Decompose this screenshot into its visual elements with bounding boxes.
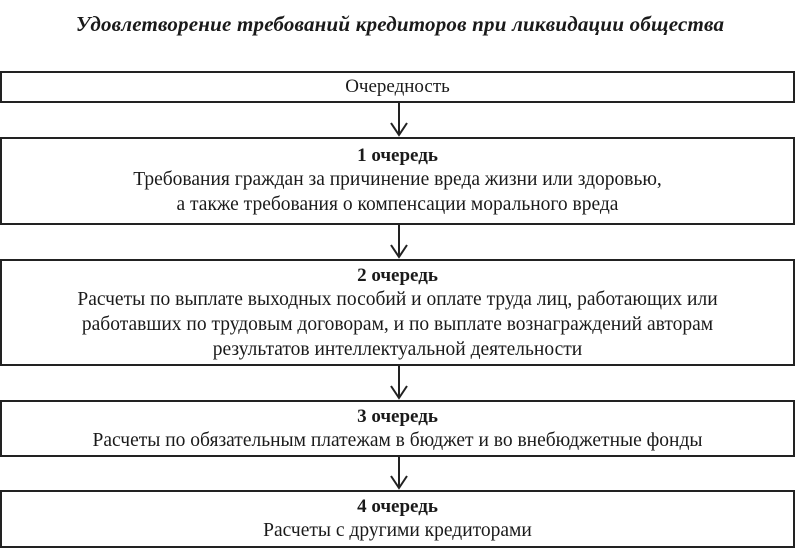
stage-3-box <box>0 400 795 457</box>
stage-2-line-1: Расчеты по выплате выходных пособий и оплате труда лиц, работающих или <box>77 289 718 310</box>
arrow-down-icon <box>386 366 412 400</box>
diagram-title: Удовлетворение требований кредиторов при ликвидации общества <box>75 12 725 36</box>
stage-3-line-1: Расчеты по обязательным платежам в бюджет и во внебюджетные фонды <box>92 430 703 451</box>
stage-4-heading: 4 очередь <box>357 496 438 517</box>
stage-4-line-1: Расчеты с другими кредиторами <box>263 520 532 541</box>
queue-box <box>0 71 795 103</box>
stage-2-heading: 2 очередь <box>357 265 438 286</box>
stage-2-box <box>0 259 795 366</box>
stage-1-line-2: а также требования о компенсации морального вреда <box>176 194 619 215</box>
stage-4-box <box>0 490 795 548</box>
arrow-down-icon <box>386 103 412 137</box>
stage-1-line-1: Требования граждан за причинение вреда жизни или здоровью, <box>133 169 662 190</box>
queue-label: Очередность <box>345 76 450 97</box>
arrow-down-icon <box>386 225 412 259</box>
stage-1-heading: 1 очередь <box>357 145 438 166</box>
stage-1-box <box>0 137 795 225</box>
stage-3-heading: 3 очередь <box>357 406 438 427</box>
arrow-down-icon <box>386 457 412 490</box>
stage-2-line-2: работавших по трудовым договорам, и по выплате вознаграждений авторам <box>81 314 714 335</box>
stage-2-line-3: результатов интеллектуальной деятельности <box>212 339 583 360</box>
